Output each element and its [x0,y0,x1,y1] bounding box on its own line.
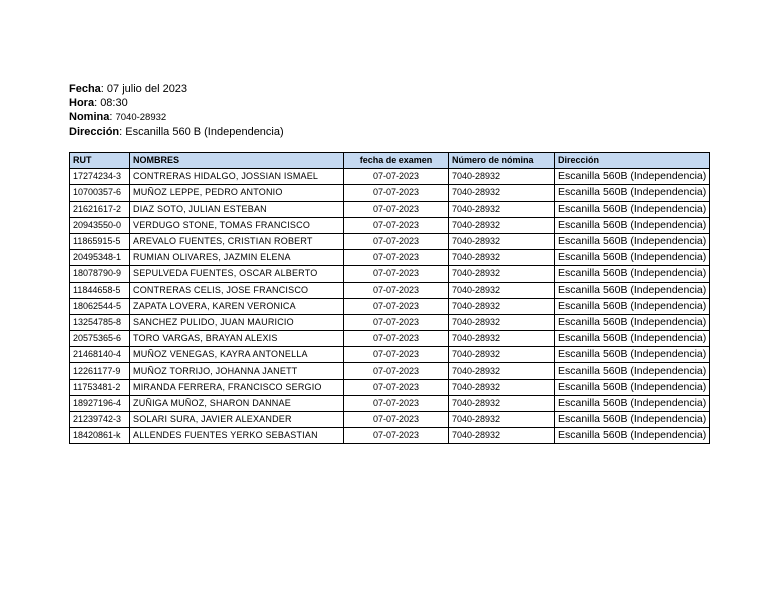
cell-nombre: MUÑOZ VENEGAS, KAYRA ANTONELLA [130,347,344,363]
cell-nombre: DIAZ SOTO, JULIAN ESTEBAN [130,201,344,217]
cell-nombre: AREVALO FUENTES, CRISTIAN ROBERT [130,233,344,249]
cell-fecha-examen: 07-07-2023 [344,347,449,363]
cell-numero-nomina: 7040-28932 [449,169,555,185]
table-row [70,169,710,185]
cell-fecha-examen: 07-07-2023 [344,201,449,217]
cell-direccion: Escanilla 560B (Independencia) [555,412,710,428]
cell-numero-nomina: 7040-28932 [449,185,555,201]
cell-nombre: SEPULVEDA FUENTES, OSCAR ALBERTO [130,266,344,282]
cell-numero-nomina: 7040-28932 [449,201,555,217]
cell-rut: 20943550-0 [70,217,130,233]
cell-numero-nomina: 7040-28932 [449,347,555,363]
cell-fecha-examen: 07-07-2023 [344,428,449,444]
direccion-value: Escanilla 560 B (Independencia) [125,126,284,138]
cell-numero-nomina: 7040-28932 [449,266,555,282]
table-row [70,363,710,379]
cell-numero-nomina: 7040-28932 [449,217,555,233]
cell-nombre: SANCHEZ PULIDO, JUAN MAURICIO [130,314,344,330]
cell-fecha-examen: 07-07-2023 [344,282,449,298]
cell-direccion: Escanilla 560B (Independencia) [555,169,710,185]
cell-direccion: Escanilla 560B (Independencia) [555,347,710,363]
table-header-row [70,153,710,169]
cell-numero-nomina: 7040-28932 [449,282,555,298]
cell-nombre: CONTRERAS CELIS, JOSE FRANCISCO [130,282,344,298]
cell-fecha-examen: 07-07-2023 [344,233,449,249]
nomina-line: Nomina: 7040-28932 [69,111,167,123]
nomina-value: 7040-28932 [115,112,167,123]
direccion-label: Dirección [69,126,120,138]
cell-fecha-examen: 07-07-2023 [344,363,449,379]
cell-numero-nomina: 7040-28932 [449,233,555,249]
cell-fecha-examen: 07-07-2023 [344,412,449,428]
cell-fecha-examen: 07-07-2023 [344,250,449,266]
cell-fecha-examen: 07-07-2023 [344,266,449,282]
table-row [70,347,710,363]
column-header-fecha-examen: fecha de examen [344,153,449,169]
cell-direccion: Escanilla 560B (Independencia) [555,331,710,347]
cell-numero-nomina: 7040-28932 [449,379,555,395]
table-row [70,298,710,314]
cell-direccion: Escanilla 560B (Independencia) [555,217,710,233]
cell-nombre: MIRANDA FERRERA, FRANCISCO SERGIO [130,379,344,395]
fecha-label: Fecha [69,83,101,95]
cell-rut: 20495348-1 [70,250,130,266]
cell-direccion: Escanilla 560B (Independencia) [555,266,710,282]
table-row [70,217,710,233]
cell-fecha-examen: 07-07-2023 [344,314,449,330]
cell-nombre: VERDUGO STONE, TOMAS FRANCISCO [130,217,344,233]
cell-rut: 21621617-2 [70,201,130,217]
cell-nombre: TORO VARGAS, BRAYAN ALEXIS [130,331,344,347]
cell-numero-nomina: 7040-28932 [449,412,555,428]
cell-direccion: Escanilla 560B (Independencia) [555,363,710,379]
cell-fecha-examen: 07-07-2023 [344,217,449,233]
table-row [70,250,710,266]
hora-label: Hora [69,97,95,109]
cell-numero-nomina: 7040-28932 [449,298,555,314]
candidates-table [69,152,710,444]
cell-rut: 21468140-4 [70,347,130,363]
cell-rut: 18062544-5 [70,298,130,314]
table-row [70,201,710,217]
cell-numero-nomina: 7040-28932 [449,363,555,379]
table-row [70,266,710,282]
table-row [70,185,710,201]
cell-rut: 12261177-9 [70,363,130,379]
cell-rut: 10700357-6 [70,185,130,201]
cell-nombre: SOLARI SURA, JAVIER ALEXANDER [130,412,344,428]
cell-fecha-examen: 07-07-2023 [344,331,449,347]
column-header-direccion: Dirección [555,153,710,169]
table-row [70,233,710,249]
column-header-nombres: NOMBRES [130,153,344,169]
cell-nombre: RUMIAN OLIVARES, JAZMIN ELENA [130,250,344,266]
table-row [70,428,710,444]
cell-direccion: Escanilla 560B (Independencia) [555,250,710,266]
cell-fecha-examen: 07-07-2023 [344,169,449,185]
hora-value: 08:30 [100,97,128,109]
column-header-numero-nomina: Número de nómina [449,153,555,169]
cell-direccion: Escanilla 560B (Independencia) [555,395,710,411]
cell-direccion: Escanilla 560B (Independencia) [555,428,710,444]
cell-nombre: ZAPATA LOVERA, KAREN VERONICA [130,298,344,314]
cell-numero-nomina: 7040-28932 [449,428,555,444]
table-row [70,395,710,411]
document-header [69,82,284,139]
table-body [70,169,710,444]
cell-rut: 17274234-3 [70,169,130,185]
cell-nombre: ZUÑIGA MUÑOZ, SHARON DANNAE [130,395,344,411]
cell-nombre: CONTRERAS HIDALGO, JOSSIAN ISMAEL [130,169,344,185]
table-row [70,412,710,428]
cell-nombre: MUÑOZ TORRIJO, JOHANNA JANETT [130,363,344,379]
cell-fecha-examen: 07-07-2023 [344,185,449,201]
cell-rut: 13254785-8 [70,314,130,330]
cell-direccion: Escanilla 560B (Independencia) [555,379,710,395]
cell-nombre: MUÑOZ LEPPE, PEDRO ANTONIO [130,185,344,201]
cell-rut: 18078790-9 [70,266,130,282]
direccion-line: Dirección: Escanilla 560 B (Independencia) [69,126,284,138]
table-row [70,379,710,395]
cell-direccion: Escanilla 560B (Independencia) [555,298,710,314]
nomina-label: Nomina [69,111,110,123]
cell-rut: 11844658-5 [70,282,130,298]
fecha-line: Fecha: 07 julio del 2023 [69,83,188,95]
hora-line: Hora: 08:30 [69,97,128,109]
cell-direccion: Escanilla 560B (Independencia) [555,201,710,217]
cell-fecha-examen: 07-07-2023 [344,298,449,314]
table-row [70,331,710,347]
cell-fecha-examen: 07-07-2023 [344,395,449,411]
cell-rut: 21239742-3 [70,412,130,428]
cell-numero-nomina: 7040-28932 [449,395,555,411]
cell-numero-nomina: 7040-28932 [449,250,555,266]
cell-rut: 11753481-2 [70,379,130,395]
cell-rut: 20575365-6 [70,331,130,347]
cell-direccion: Escanilla 560B (Independencia) [555,185,710,201]
cell-direccion: Escanilla 560B (Independencia) [555,233,710,249]
cell-direccion: Escanilla 560B (Independencia) [555,314,710,330]
cell-numero-nomina: 7040-28932 [449,331,555,347]
fecha-value: 07 julio del 2023 [106,83,188,95]
table-row [70,314,710,330]
cell-numero-nomina: 7040-28932 [449,314,555,330]
column-header-rut: RUT [70,153,130,169]
cell-nombre: ALLENDES FUENTES YERKO SEBASTIAN [130,428,344,444]
cell-direccion: Escanilla 560B (Independencia) [555,282,710,298]
cell-rut: 18927196-4 [70,395,130,411]
cell-rut: 11865915-5 [70,233,130,249]
cell-fecha-examen: 07-07-2023 [344,379,449,395]
table-row [70,282,710,298]
cell-rut: 18420861-k [70,428,130,444]
